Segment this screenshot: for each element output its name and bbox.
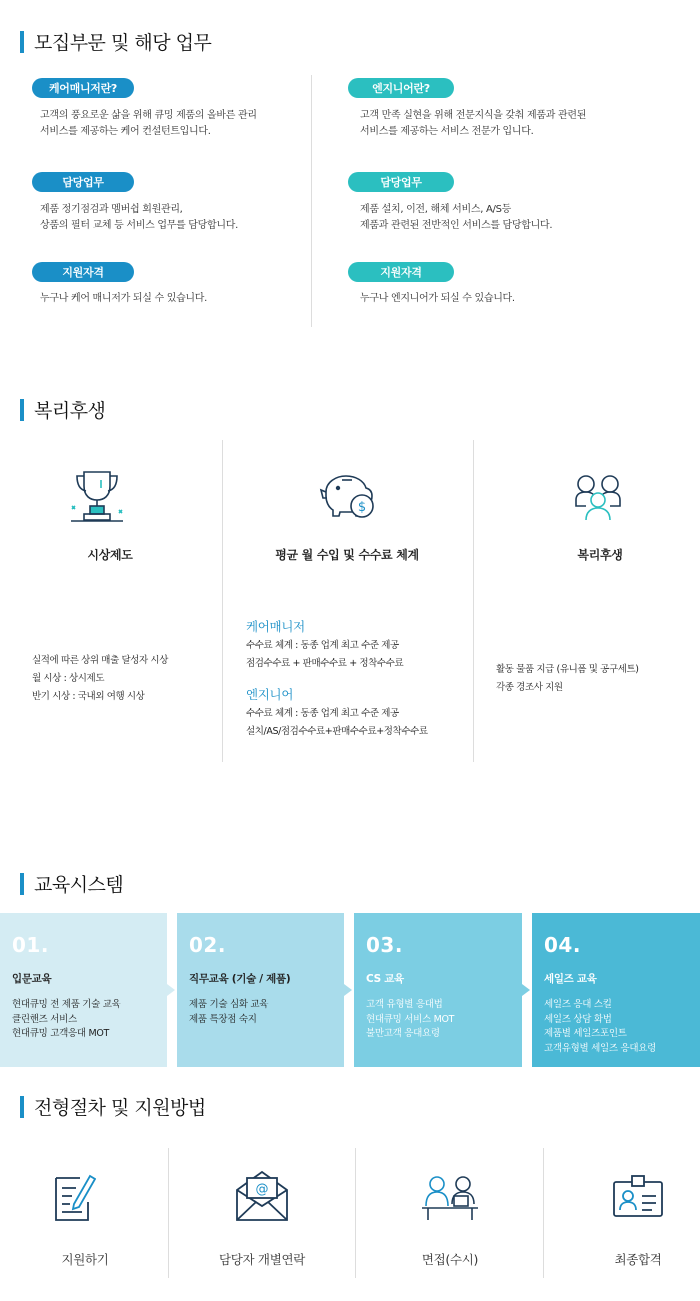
section-title-education [20,870,123,897]
process-step-label: 면접(수시) [421,1252,479,1267]
education-step-number: 04. [544,933,581,957]
engineer-duty-desc: 제품 설치, 이전, 해체 서비스, A/S등 제품과 관련된 전반적인 서비스를 담당합니다. [360,204,553,231]
section-title-text: 교육시스템 [34,874,124,896]
benefit-heading-income: 평균 월 수입 및 수수료 체계 [275,548,419,562]
engineer-qual-pill: 지원자격 [348,262,454,282]
svg-text:@: @ [255,1182,269,1197]
education-step-4 [532,913,700,1067]
engineer-what-pill: 엔지니어란? [348,78,454,98]
income-care-manager-text: 수수료 체계 : 동종 업계 최고 수준 제공 점검수수료 + 판매수수료 + 정착수수료 [246,640,404,669]
education-step-title: 직무교육 (기술 / 제품) [189,973,291,985]
education-step-number: 01. [12,933,49,957]
education-step-lines: 세일즈 응대 스킬 세일즈 상담 화법 제품별 세일즈포인트 고객유형별 세일즈 응대요령 [544,999,656,1054]
income-engineer-text: 수수료 체계 : 동종 업계 최고 수준 제공 설치/AS/점검수수료+판매수수료+정착수수료 [246,708,428,737]
education-step-lines: 현대큐밍 전 제품 기술 교육 클린핸즈 서비스 현대큐밍 고객응대 MOT [12,999,121,1039]
section-title-text: 전형절차 및 지원방법 [34,1097,206,1119]
section-title-recruit [20,28,211,55]
section-title-text: 모집부문 및 해당 업무 [34,32,212,54]
benefit-heading-awards: 시상제도 [87,548,133,562]
engineer-duty-pill: 담당업무 [348,172,454,192]
education-step-2 [177,913,344,1067]
trophy-icon [68,466,126,526]
education-arrow [167,984,175,996]
care-manager-duty-pill: 담당업무 [32,172,134,192]
education-step-number: 02. [189,933,226,957]
care-manager-duty-desc: 제품 정기점검과 멤버쉽 회원관리, 상품의 필터 교체 등 서비스 업무를 담당합니다. [40,204,238,231]
benefits-divider-2 [473,440,474,762]
education-step-1 [0,913,167,1067]
recruit-divider [311,75,312,327]
care-manager-what-pill: 케어매니저란? [32,78,134,98]
title-accent-bar [20,31,24,53]
engineer-what-desc: 고객 만족 실현을 위해 전문지식을 갖춰 제품과 관련된 서비스를 제공하는 서비스 전문가 입니다. [360,110,587,137]
engineer-qual-desc: 누구나 엔지니어가 되실 수 있습니다. [360,293,515,304]
piggy-bank-icon [318,470,378,522]
process-step-label: 지원하기 [61,1252,109,1267]
education-step-lines: 제품 기술 심화 교육 제품 특장점 숙지 [189,999,269,1025]
process-divider-3 [543,1148,544,1278]
section-title-benefits [20,396,105,423]
family-icon [570,470,626,522]
benefit-heading-welfare: 복리후생 [577,548,623,562]
income-engineer-label: 엔지니어 [246,687,294,702]
svg-text:$: $ [357,500,367,515]
title-accent-bar [20,873,24,895]
care-manager-qual-desc: 누구나 케어 매니저가 되실 수 있습니다. [40,293,208,304]
care-manager-what-desc: 고객의 풍요로운 삶을 위해 큐밍 제품의 올바른 관리 서비스를 제공하는 케어 컨설턴트입니다. [40,110,257,137]
education-step-3 [354,913,522,1067]
application-form-icon [54,1172,96,1222]
care-manager-qual-pill: 지원자격 [32,262,134,282]
education-step-title: CS 교육 [366,973,404,985]
education-arrow [344,984,352,996]
interview-icon [420,1174,480,1222]
income-care-manager-label: 케어매니저 [246,619,305,634]
education-step-title: 입문교육 [12,973,52,985]
email-envelope-icon [235,1170,289,1222]
section-title-text: 복리후생 [34,400,106,422]
benefits-divider-1 [222,440,223,762]
section-title-process [20,1093,206,1120]
title-accent-bar [20,1096,24,1118]
process-step-label: 최종합격 [614,1252,662,1267]
process-step-label: 담당자 개별연락 [218,1252,306,1267]
process-divider-2 [355,1148,356,1278]
education-arrow [522,984,530,996]
id-card-icon [612,1174,664,1218]
education-step-title: 세일즈 교육 [544,973,597,985]
title-accent-bar [20,399,24,421]
education-step-lines: 고객 유형별 응대법 현대큐밍 서비스 MOT 불만고객 응대요령 [366,999,455,1039]
benefit-text-welfare: 활동 물품 지급 (유니폼 및 공구세트) 각종 경조사 지원 [496,664,639,693]
benefit-text-awards: 실적에 따른 상위 매출 달성자 시상 월 시상 : 상시제도 반기 시상 : 국내외 여행 시상 [32,655,168,702]
education-step-number: 03. [366,933,403,957]
